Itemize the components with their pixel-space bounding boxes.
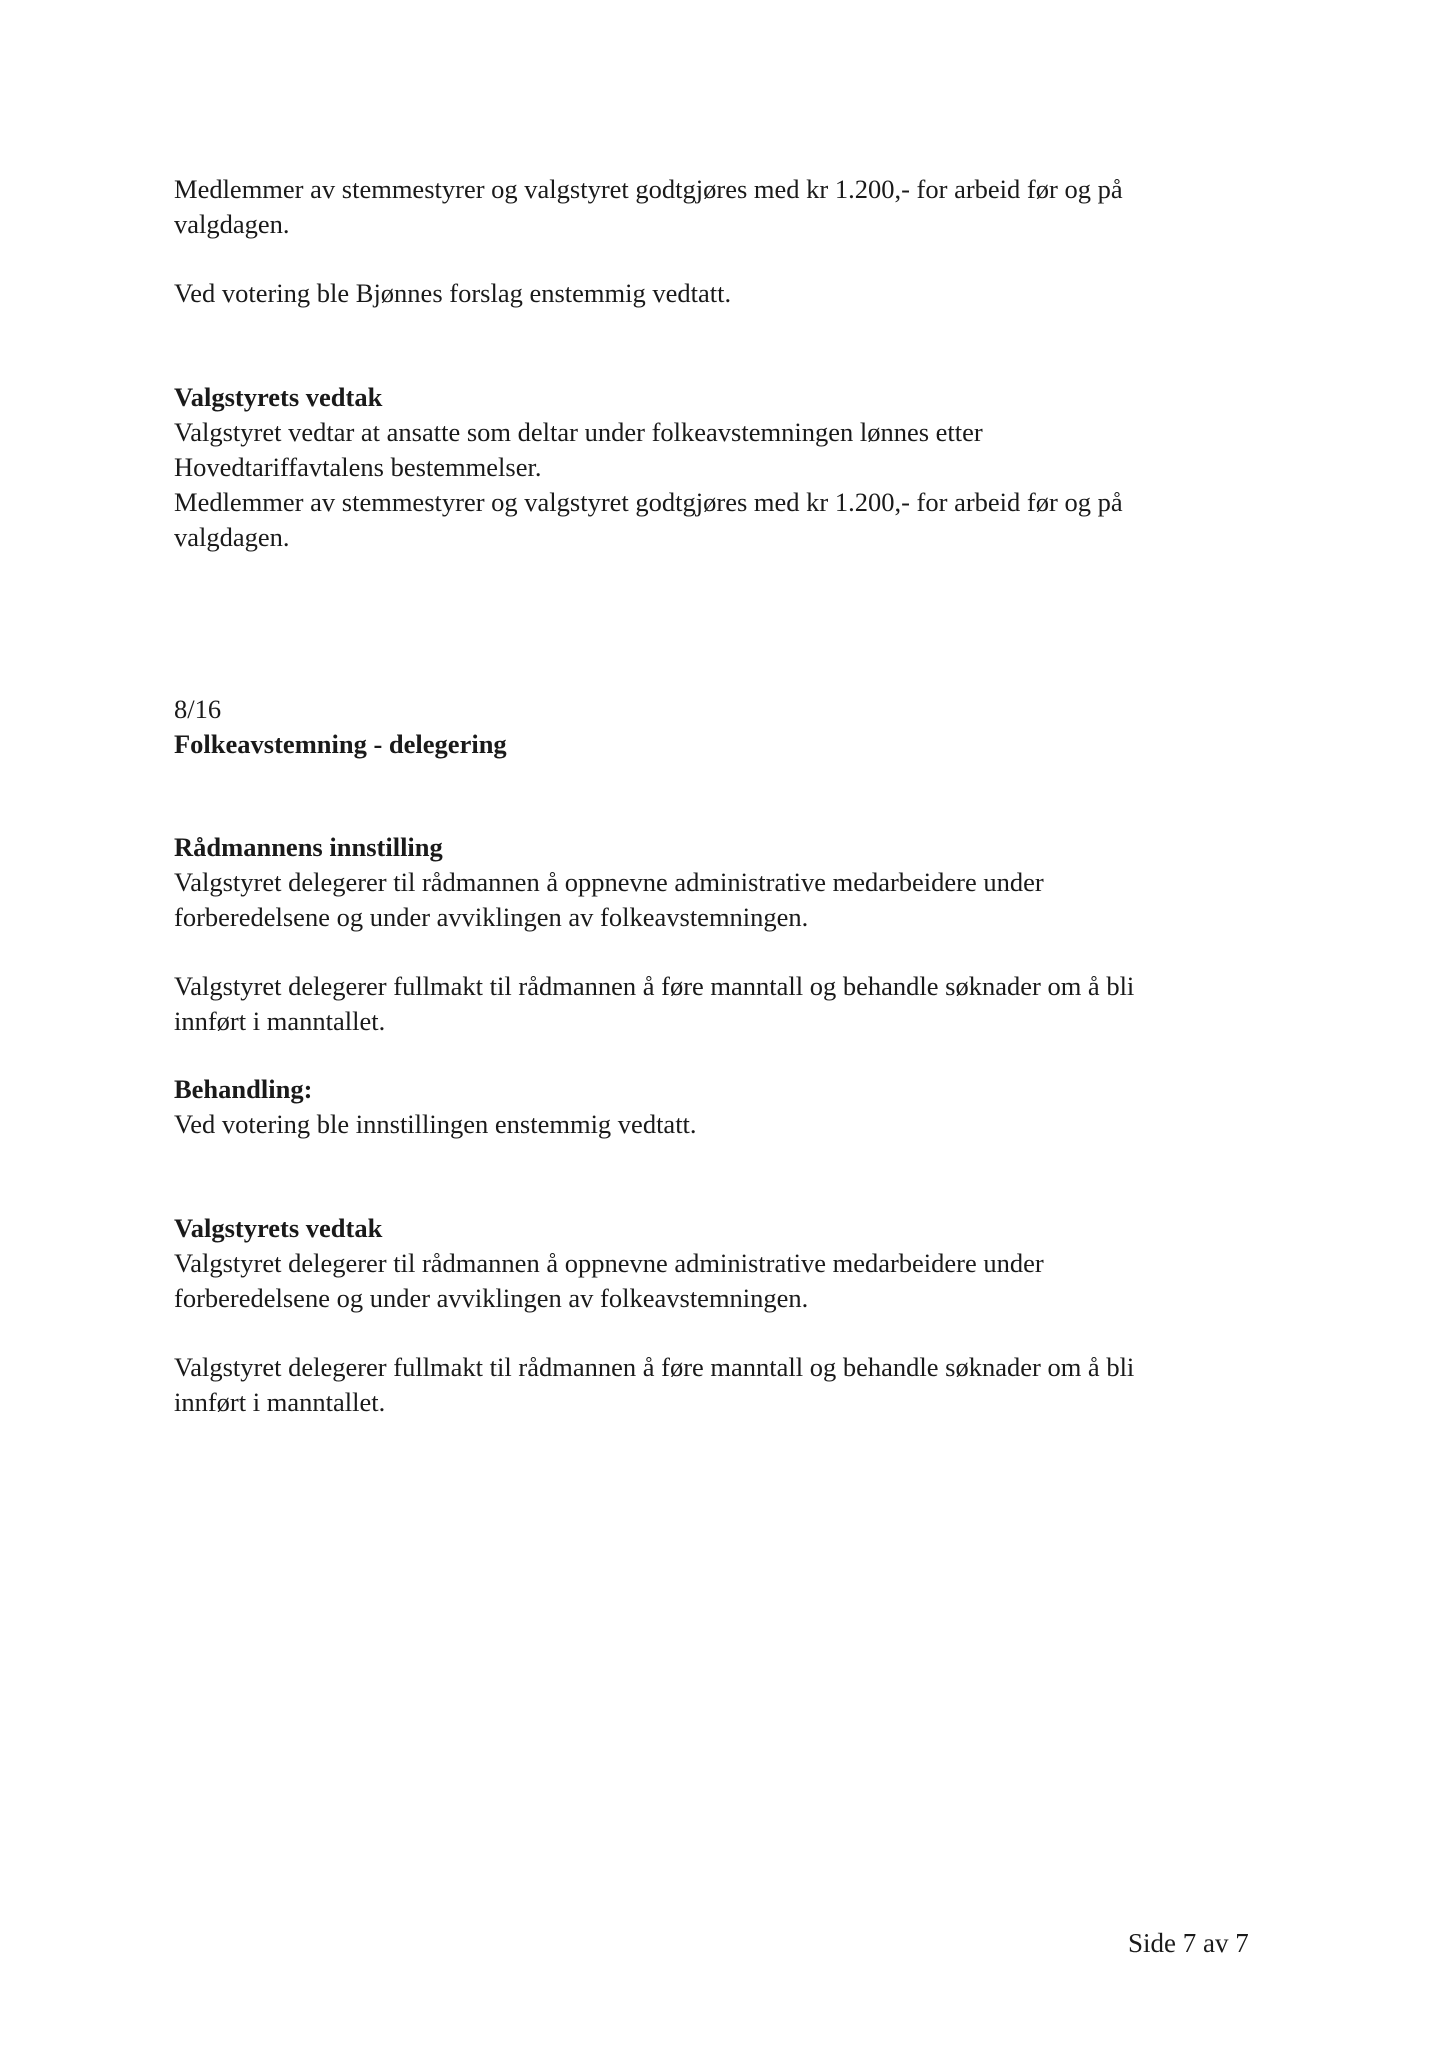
recommendation-p1-line-1: Valgstyret delegerer til rådmannen å oppnevne administrative medarbeidere under	[174, 867, 1044, 897]
decision-2-paragraph-2	[174, 1350, 1294, 1420]
intro-line-2: valgdagen.	[174, 209, 290, 239]
recommendation-p2-line-1: Valgstyret delegerer fullmakt til rådmannen å føre manntall og behandle søknader om å bli	[174, 971, 1135, 1001]
treatment-text: Ved votering ble innstillingen enstemmig vedtatt.	[174, 1109, 697, 1139]
decision-1-line-2: Hovedtariffavtalens bestemmelser.	[174, 452, 542, 482]
voting-paragraph	[174, 276, 1294, 311]
decision-2-p1-line-2: forberedelsene og under avviklingen av folkeavstemningen.	[174, 1283, 809, 1313]
decision-1-line-3: Medlemmer av stemmestyrer og valgstyret godtgjøres med kr 1.200,- for arbeid før og på	[174, 487, 1123, 517]
case-number: 8/16	[174, 694, 222, 724]
decision-2-p1-line-1: Valgstyret delegerer til rådmannen å oppnevne administrative medarbeidere under	[174, 1248, 1044, 1278]
decision-section-2	[174, 1211, 1294, 1316]
decision-heading-1: Valgstyrets vedtak	[174, 382, 383, 412]
treatment-section	[174, 1072, 1294, 1142]
recommendation-p2-line-2: innført i manntallet.	[174, 1006, 386, 1036]
voting-text: Ved votering ble Bjønnes forslag enstemmig vedtatt.	[174, 278, 732, 308]
decision-2-p2-line-2: innført i manntallet.	[174, 1387, 386, 1417]
case-header	[174, 692, 1294, 762]
page-number: Side 7 av 7	[1128, 1928, 1249, 1958]
recommendation-p1-line-2: forberedelsene og under avviklingen av folkeavstemningen.	[174, 902, 809, 932]
decision-2-p2-line-1: Valgstyret delegerer fullmakt til rådmannen å føre manntall og behandle søknader om å bli	[174, 1352, 1135, 1382]
intro-paragraph	[174, 172, 1294, 242]
recommendation-section	[174, 830, 1294, 935]
recommendation-heading: Rådmannens innstilling	[174, 832, 443, 862]
case-title: Folkeavstemning - delegering	[174, 729, 507, 759]
decision-1-line-4: valgdagen.	[174, 522, 290, 552]
treatment-heading: Behandling:	[174, 1074, 313, 1104]
decision-1-line-1: Valgstyret vedtar at ansatte som deltar under folkeavstemningen lønnes etter	[174, 417, 983, 447]
recommendation-paragraph-2	[174, 969, 1294, 1039]
decision-heading-2: Valgstyrets vedtak	[174, 1213, 383, 1243]
intro-line-1: Medlemmer av stemmestyrer og valgstyret godtgjøres med kr 1.200,- for arbeid før og på	[174, 174, 1123, 204]
decision-section-1	[174, 380, 1294, 555]
